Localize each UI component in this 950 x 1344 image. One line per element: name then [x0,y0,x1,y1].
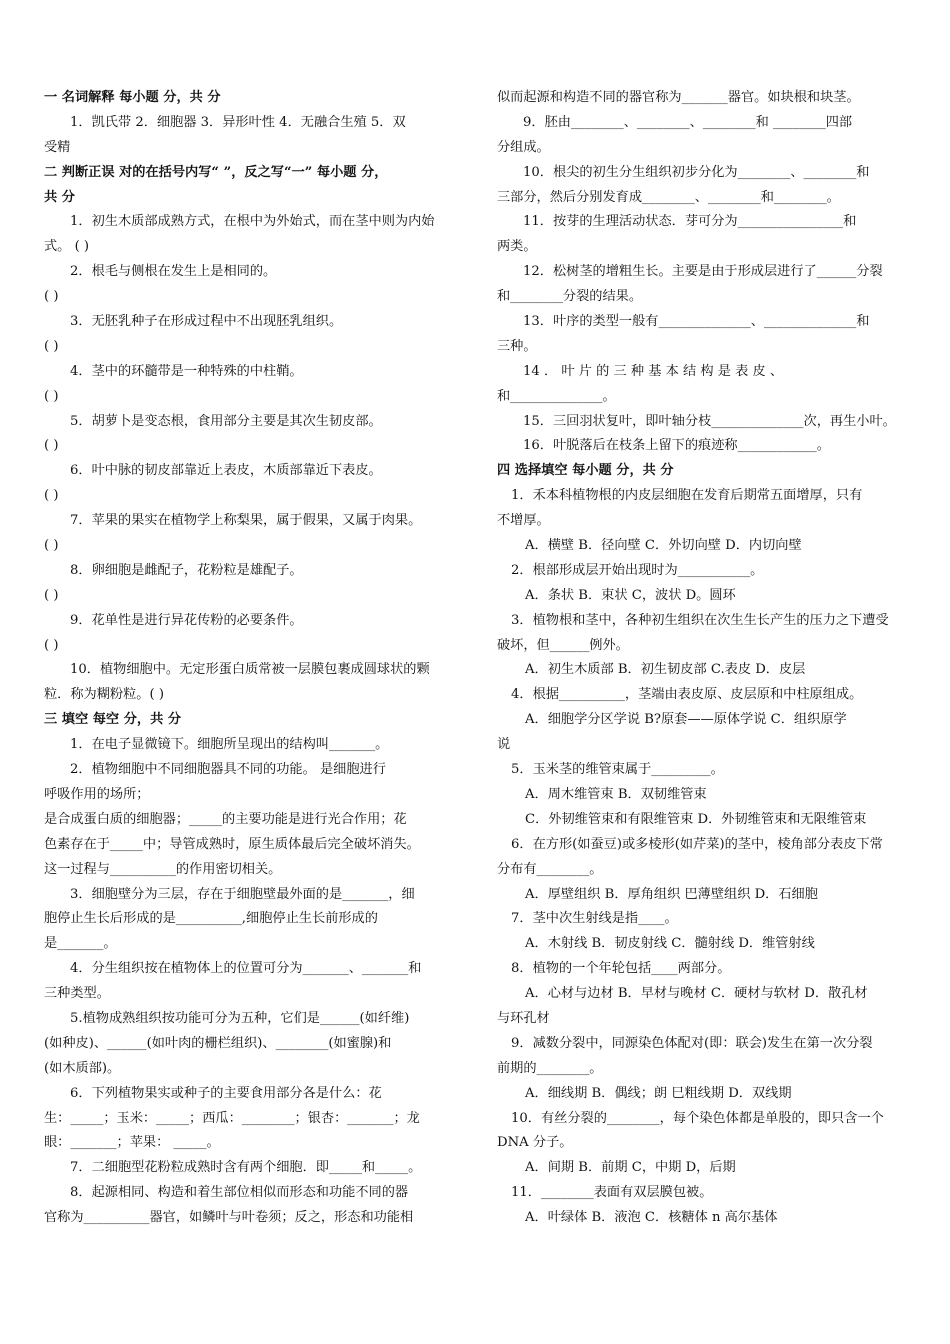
left-column-line: 2．植物细胞中不同细胞器具不同的功能。 是细胞进行 [70,762,386,778]
left-column-line: 4．茎中的环髓带是一种特殊的中柱鞘。 [70,363,303,379]
left-column-line: 8．起源相同、构造和着生部位相似而形态和功能不同的器 [70,1185,409,1201]
left-column-line: ( ) [44,587,59,603]
left-column-line: 粒．称为糊粉粒。( ) [44,687,164,703]
right-column-line: 3．植物根和茎中，各种初生组织在次生生长产生的压力之下遭受 [511,612,889,628]
right-column-line: A．间期 B．前期 C，中期 D，后期 [525,1160,736,1176]
right-column-line: 16．叶脱落后在枝条上留下的痕迹称____________。 [523,438,830,454]
left-column-line: 1．在电子显微镜下。细胞所呈现出的结构叫_______。 [70,737,389,753]
left-column-line: ( ) [44,538,59,554]
right-column-line: 四 选择填空 每小题 分，共 分 [497,463,674,479]
right-column-line: A．木射线 B．韧皮射线 C．髓射线 D．维管射线 [525,936,815,952]
right-column-line: A．叶绿体 B．液泡 C．核糖体 n 高尔基体 [525,1210,778,1226]
left-column-line: 是合成蛋白质的细胞器；_____的主要功能是进行光合作用；花 [44,811,407,827]
left-column-line: 10．植物细胞中。无定形蛋白质常被一层膜包裹成圆球状的颗 [70,662,430,678]
right-column-line: A．初生木质部 B．初生韧皮部 C.表皮 D．皮层 [525,662,806,678]
right-column-line: 9．减数分裂中，同源染色体配对(即：联会)发生在第一次分裂 [511,1035,873,1051]
left-column-line: 式。 ( ) [44,239,90,255]
right-column-line: 12．松树茎的增粗生长。主要是由于形成层进行了______分裂 [523,264,883,280]
left-column-line: 7．二细胞型花粉粒成熟时含有两个细胞．即_____和_____。 [70,1160,422,1176]
left-column-line: ( ) [44,388,59,404]
right-column-line: 三部分，然后分别发育成________、________和________。 [497,189,840,205]
left-column-line: 生：_____；玉米：_____；西瓜：________；银杏：_______；龙 [44,1110,420,1126]
right-column-line: 和______________。 [497,388,616,404]
right-column-line: 5．玉米茎的维管束属于_________。 [511,762,724,778]
left-column-line: 胞停止生长后形成的是__________,细胞停止生长前形成的 [44,911,378,927]
left-column-line: 色素存在于_____中；导管成熟时，原生质体最后完全破坏消失。 [44,836,420,852]
right-column-line: 分布有________。 [497,861,603,877]
left-column-line: 眼：_______；苹果： _____。 [44,1135,220,1151]
right-column-line: 说 [497,737,511,753]
right-column-line: A．细线期 B．偶线；朗 巳粗线期 D．双线期 [525,1085,792,1101]
right-column-line: 14 ． 叶 片 的 三 种 基 本 结 构 是 表 皮 、 [523,363,784,379]
left-column-line: 9．花单性是进行异花传粉的必要条件。 [70,612,303,628]
right-column-line: A．横壁 B．径向壁 C．外切向壁 D．内切向壁 [525,538,802,554]
left-column-line: 6．下列植物果实或种子的主要食用部分各是什么：花 [70,1085,382,1101]
right-column-line: 前期的________。 [497,1060,603,1076]
right-column-line: 6．在方形(如蚕豆)或多棱形(如芹菜)的茎中，棱角部分表皮下常 [511,836,883,852]
left-column-line: ( ) [44,637,59,653]
left-column-line: 3．细胞壁分为三层，存在于细胞壁最外面的是_______，细 [70,886,415,902]
right-column-line: 两类。 [497,239,537,255]
right-column-line: C．外韧维管束和有限维管束 D．外韧维管束和无限维管束 [525,811,867,827]
right-column-line: 13．叶序的类型一般有______________、______________和 [523,314,870,330]
right-column-line: 1．禾本科植物根的内皮层细胞在发育后期常五面增厚，只有 [511,488,863,504]
left-column-line: 二 判断正误 对的在括号内写“ ”，反之写“一” 每小题 分， [44,164,388,180]
left-column-line: 5．胡萝卜是变态根，食用部分主要是其次生韧皮部。 [70,413,382,429]
left-column-line: (如木质部)。 [44,1060,121,1076]
left-column-line: 5.植物成熟组织按功能可分为五种，它们是______(如纤维) [70,1010,410,1026]
right-column-line: 三种。 [497,338,537,354]
right-column-line: 2．根部形成层开始出现时为___________。 [511,562,764,578]
left-column-line: 一 名词解释 每小题 分，共 分 [44,90,221,105]
left-column-line: ( ) [44,289,59,305]
right-column-line: 分组成。 [497,139,550,155]
right-column-line: 10．根尖的初生分生组织初步分化为________、________和 [523,164,870,180]
right-column-line: 15．三回羽状复叶，即叶轴分枝______________次，再生小叶。 [523,413,896,429]
left-column-line: 这一过程与__________的作用密切相关。 [44,861,282,877]
right-column-line: A．厚壁组织 B．厚角组织 巴薄壁组织 D．石细胞 [525,886,818,902]
right-column-line: 破坏，但______例外。 [497,637,629,653]
right-column-line: A．周木维管束 B．双韧维管束 [525,786,707,802]
left-column-line: 受精 [44,139,71,155]
right-column-line: 9．胚由________、________、________和 ________四部 [523,114,853,130]
left-column-line: 三种类型。 [44,986,110,1002]
right-column-line: 4．根据__________，茎端由表皮原、皮层原和中柱原组成。 [511,687,863,703]
left-column-line: 呼吸作用的场所； [44,786,150,802]
right-column-line: 不增厚。 [497,513,550,529]
right-column-line: 和________分裂的结果。 [497,289,643,305]
right-column-line: DNA 分子。 [497,1135,573,1151]
left-column-line: 6．叶中脉的韧皮部靠近上表皮，木质部靠近下表皮。 [70,463,382,479]
left-column-line: 8．卵细胞是雌配子，花粉粒是雄配子。 [70,562,303,578]
left-column-line: 7．苹果的果实在植物学上称梨果，属于假果，又属于肉果。 [70,513,422,529]
left-column-line: 3．无胚乳种子在形成过程中不出现胚乳组织。 [70,314,343,330]
right-column-line: 7．茎中次生射线是指____。 [511,911,678,927]
right-column-line: 与环孔材 [497,1010,550,1026]
left-column [44,86,466,1231]
right-column-line: A．条状 B．束状 C，波状 D。圆环 [525,587,736,603]
right-column-line: 似而起源和构造不同的器官称为_______器官。如块根和块茎。 [497,90,860,105]
right-column-line: 11．________表面有双层膜包被。 [511,1185,713,1201]
left-column-line: ( ) [44,438,59,454]
left-column-line: 1．凯氏带 2．细胞器 3．异形叶性 4．无融合生殖 5．双 [70,114,406,130]
right-column [497,86,921,1231]
left-column-line: 4．分生组织按在植物体上的位置可分为_______、_______和 [70,961,422,977]
left-column-line: 是_______。 [44,936,117,952]
right-column-line: 8．植物的一个年轮包括____两部分。 [511,961,731,977]
left-column-line: ( ) [44,488,59,504]
left-column-line: ( ) [44,338,59,354]
left-column-line: 1．初生木质部成熟方式，在根中为外始式，而在茎中则为内始 [70,214,435,230]
right-column-line: 11．按芽的生理活动状态．芽可分为________________和 [523,214,857,230]
right-column-line: 10．有丝分裂的________，每个染色体都是单股的，即只含一个 [511,1110,884,1126]
left-column-line: 2．根毛与侧根在发生上是相同的。 [70,264,277,280]
left-column-line: 三 填空 每空 分，共 分 [44,712,182,728]
right-column-line: A．细胞学分区学说 B?原套——原体学说 C．组织原学 [525,712,847,728]
left-column-line: 共 分 [44,189,75,205]
left-column-line: (如种皮)、______(如叶肉的栅栏组织)、________(如蜜腺)和 [44,1035,392,1051]
right-column-line: A．心材与边材 B．早材与晚材 C．硬材与软材 D．散孔材 [525,986,868,1002]
left-column-line: 官称为__________器官，如鳞叶与叶卷须；反之，形态和功能相 [44,1210,414,1226]
